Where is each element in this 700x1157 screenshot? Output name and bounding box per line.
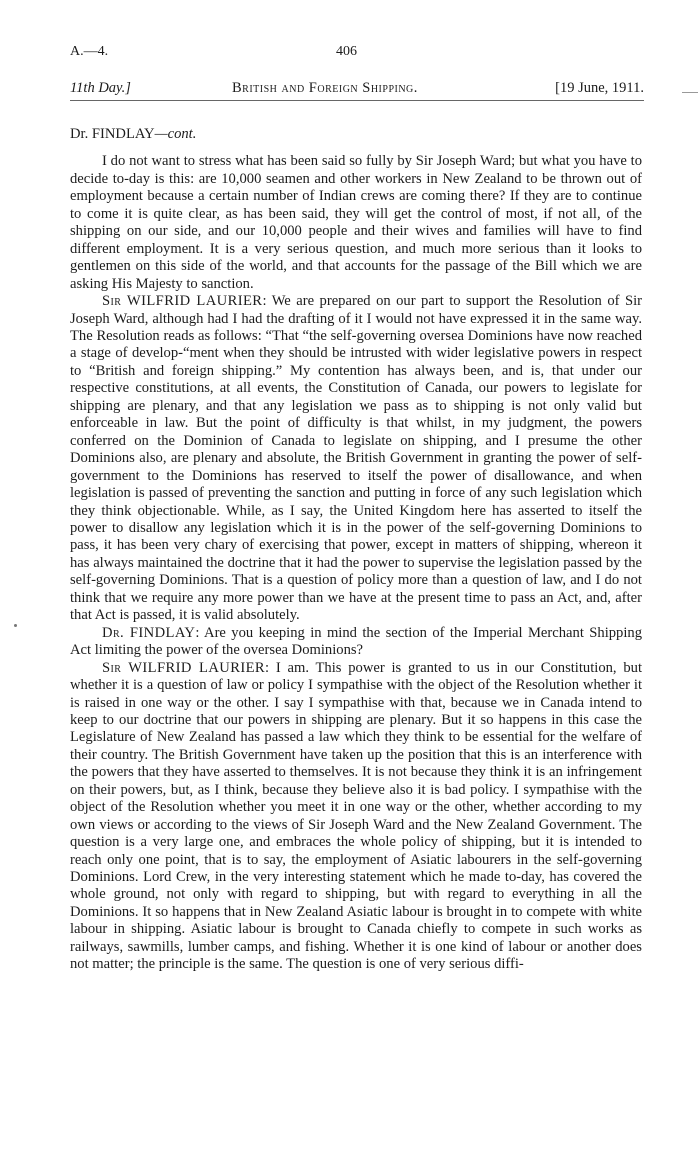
paragraph-4	[70, 660, 642, 974]
paragraph-text: : We are prepared on our part to support the Resolution of Sir Joseph Ward, although had I had the drafting of it I would not have expressed it in the same way. The Resolution reads as follows: “That “the self-governing oversea Dominions have now reached a stage of develop-“ment when they should be intrusted with wider legislative powers in respect to “British and foreign shipping.” My contention has always been, and is, that under our respective constitutions, at all events, the Constitution of Canada, our powers to legislate for shipping are plenary, and that any legislation we pass as to shipping is not only valid but enforceable in law. But the point of difficulty is that whilst, in my judgment, the powers conferred on the Dominion of Canada to legislate on shipping, and I presume the other Dominions also, are plenary and absolute, the British Government in granting the power of self-government to the Dominions has reserved to itself the power of disallowance, and when legislation is passed of preventing the sanction and putting in force of any such legislation which they think objectionable. While, as I say, the United Kingdom here has asserted to itself the power to disallow any legislation which it is in the power of the self-governing Dominions to pass, it has been very chary of exercising that power, except in matters of shipping, whereon it has always maintained the doctrine that it had the power to supervise the legislation passed by the self-governing Dominions. That is a question of policy more than a question of law, and I do not think that we require any more power than we have at the present time to pass an Act, and, after that Act is passed, it is valid absolutely.	[70, 293, 642, 624]
speaker-name: Sir WILFRID LAURIER	[102, 293, 263, 310]
paragraph-text: : Are you keeping in mind the section of the Imperial Merchant Shipping Act limiting the power of the oversea Dominions?	[70, 624, 642, 659]
speaker-heading-suffix: —cont.	[154, 126, 197, 142]
speaker-heading-name: Dr. FINDLAY	[70, 126, 155, 142]
page-body	[70, 126, 642, 974]
page-number: 406	[336, 44, 357, 59]
paragraph-2	[70, 293, 642, 625]
margin-mark	[682, 92, 698, 93]
speaker-name: Sir WILFRID LAURIER	[102, 659, 266, 676]
header-title: British and Foreign Shipping.	[232, 80, 418, 96]
document-reference: A.—4.	[70, 44, 109, 59]
header-day: 11th Day.]	[70, 80, 131, 96]
speaker-heading	[70, 126, 642, 143]
paragraph-text: : I am. This power is granted to us in our Constitution, but whether it is a question of law or policy I sympathise with the object of the Resolution whether it is raised in one way or the other. I say I sympathise with that, because we in Canada intend to keep to our doctrine that our powers in shipping are plenary. But it so happens in this case the Legislature of New Zealand has passed a law which they think to be essential for the welfare of their country. The British Government have taken up the position that this is an interference with the powers that they have asserted to themselves. It is not because they think it is an infringement on their powers, but, as I think, because they believe also it is bad policy. I sympathise with the object of the Resolution whether you meet it in one way or the other, whether according to my own views or according to the views of Sir Joseph Ward and the New Zealand Government. The question is a very large one, and embraces the whole policy of shipping, but it is intended to reach only one point, that is to say, the employment of Asiatic labourers in the self-governing Dominions. Lord Crew, in the very interesting statement which he made to-day, has covered the whole ground, not only with regard to shipping, but with regard to everything in all the Dominions. It so happens that in New Zealand Asiatic labour is brought in to compete with white labour in shipping. Asiatic labour is brought to Canada chiefly to compete in such works as railways, sawmills, lumber camps, and fishing. Whether it is one kind of labour or another does not matter; the principle is the same. The question is one of very serious diffi-	[70, 659, 642, 973]
speaker-name: Dr. FINDLAY	[102, 624, 196, 641]
margin-speck	[14, 624, 17, 627]
paragraph-3	[70, 625, 642, 660]
paragraph-text: I do not want to stress what has been said so fully by Sir Joseph Ward; but what you have to decide to-day is this: are 10,000 seamen and other workers in New Zealand to be thrown out of employment because a certain number of Indian crews are coming there? If they are to continue to come it is quite clear, as has been said, they will get the control of most, if not all, of the shipping on our side, and our 10,000 people and their wives and families will have to find different employment. It is a very serious question, and much more serious than it looks to gentlemen on this side of the world, and that accounts for the passage of the Bill which we are asking His Majesty to sanction.	[70, 153, 642, 292]
paragraph-1	[70, 153, 642, 293]
header-date: [19 June, 1911.	[555, 80, 644, 96]
running-header	[70, 80, 644, 101]
